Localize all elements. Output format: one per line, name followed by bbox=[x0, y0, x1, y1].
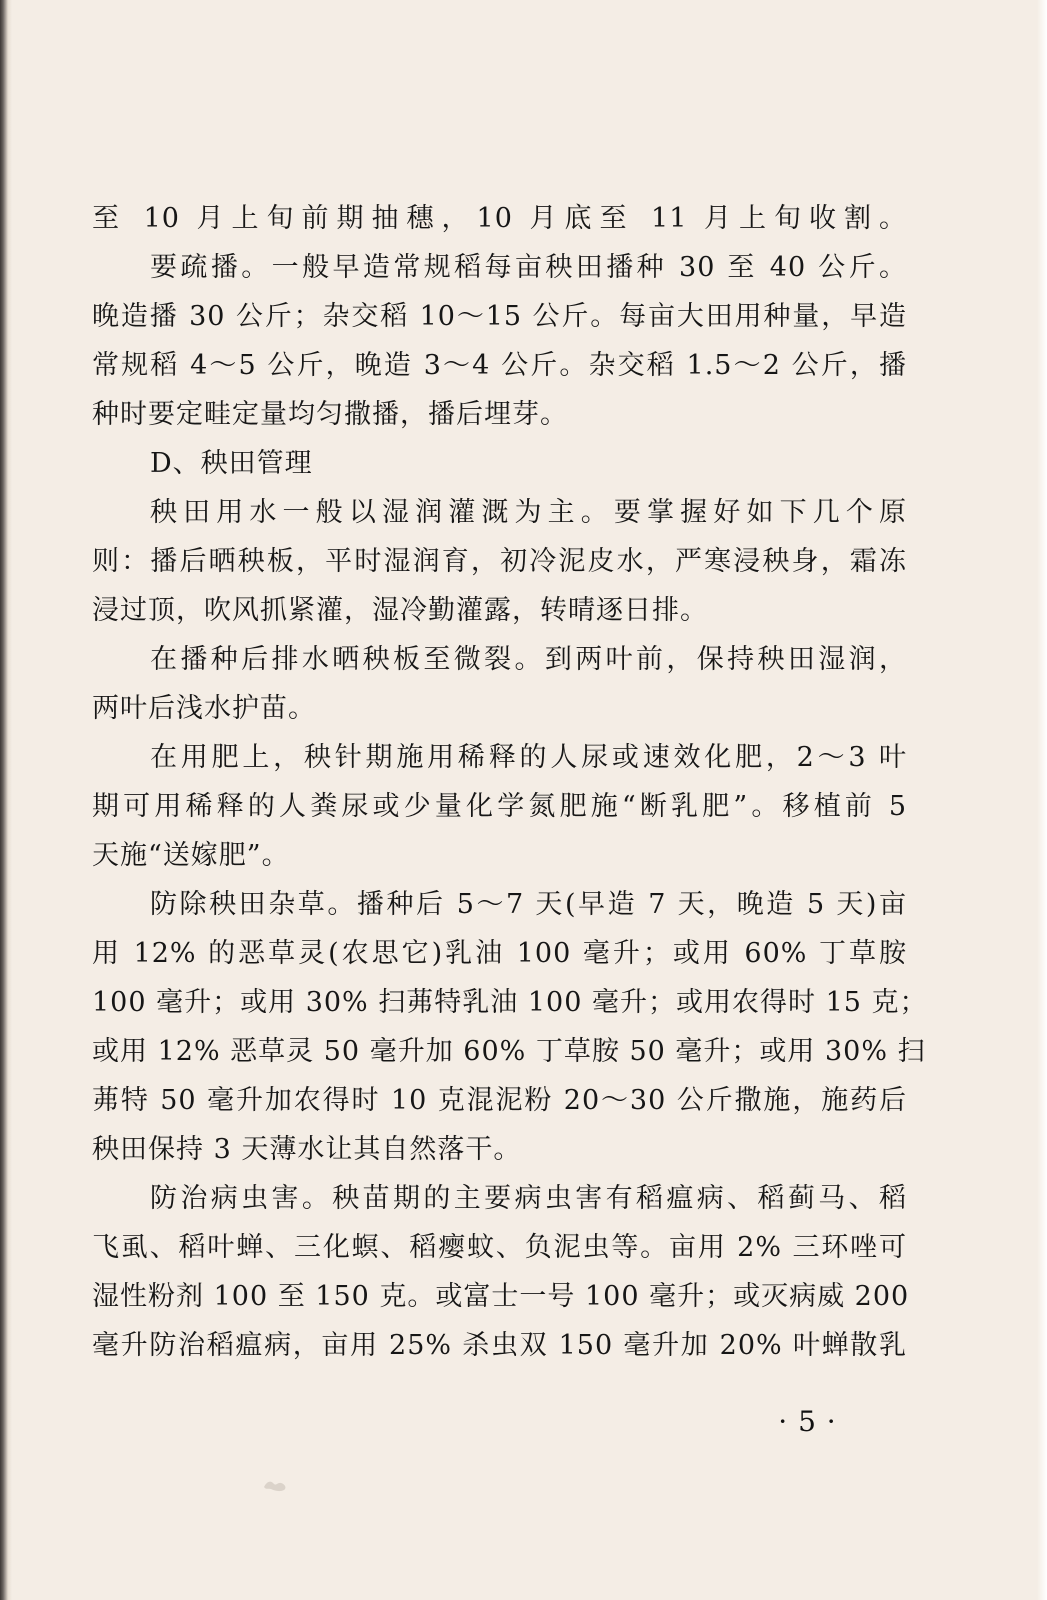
text-line: 常规稻 4～5 公斤，晚造 3～4 公斤。杂交稻 1.5～2 公斤，播 bbox=[92, 350, 907, 381]
right-page-edge bbox=[1037, 0, 1047, 1600]
text-line: 用 12% 的恶草灵(农思它)乳油 100 毫升；或用 60% 丁草胺 bbox=[92, 938, 907, 969]
text-line: 天施“送嫁肥”。 bbox=[92, 840, 290, 871]
text-line: 茀特 50 毫升加农得时 10 克混泥粉 20～30 公斤撒施，施药后 bbox=[92, 1085, 907, 1116]
text-line: 毫升防治稻瘟病，亩用 25% 杀虫双 150 毫升加 20% 叶蝉散乳 bbox=[92, 1330, 907, 1361]
text-line: 期可用稀释的人粪尿或少量化学氮肥施“断乳肥”。移植前 5 bbox=[92, 791, 907, 822]
text-line: 湿性粉剂 100 至 150 克。或富士一号 100 毫升；或灭病威 200 bbox=[92, 1281, 910, 1312]
text-line: 要疏播。一般早造常规稻每亩秧田播种 30 至 40 公斤。 bbox=[150, 252, 907, 283]
left-page-edge bbox=[0, 0, 12, 1600]
text-line: 两叶后浅水护苗。 bbox=[92, 693, 316, 724]
ink-stain-icon bbox=[262, 1476, 290, 1494]
text-line: 秧田保持 3 天薄水让其自然落干。 bbox=[92, 1134, 522, 1165]
text-line: 防治病虫害。秧苗期的主要病虫害有稻瘟病、稻蓟马、稻 bbox=[150, 1183, 907, 1214]
text-line: 在播种后排水晒秧板至微裂。到两叶前，保持秧田湿润， bbox=[150, 644, 907, 675]
text-line: 在用肥上，秧针期施用稀释的人尿或速效化肥，2～3 叶 bbox=[150, 742, 907, 773]
text-line: 种时要定畦定量均匀撒播，播后埋芽。 bbox=[92, 399, 568, 430]
text-line: 秧田用水一般以湿润灌溉为主。要掌握好如下几个原 bbox=[150, 497, 907, 528]
text-line: 则：播后晒秧板，平时湿润育，初冷泥皮水，严寒浸秧身，霜冻 bbox=[92, 546, 907, 577]
page-number: · 5 · bbox=[778, 1405, 837, 1438]
section-heading: D、秧田管理 bbox=[150, 448, 313, 479]
text-line: 至 10 月上旬前期抽穗，10 月底至 11 月上旬收割。 bbox=[92, 203, 907, 234]
text-line: 100 毫升；或用 30% 扫茀特乳油 100 毫升；或用农得时 15 克； bbox=[92, 987, 928, 1018]
text-line: 或用 12% 恶草灵 50 毫升加 60% 丁草胺 50 毫升；或用 30% 扫 bbox=[92, 1036, 926, 1067]
text-line: 浸过顶，吹风抓紧灌，湿冷勤灌露，转晴逐日排。 bbox=[92, 595, 708, 626]
text-line: 防除秧田杂草。播种后 5～7 天(早造 7 天，晚造 5 天)亩 bbox=[150, 889, 907, 920]
text-line: 晚造播 30 公斤；杂交稻 10～15 公斤。每亩大田用种量，早造 bbox=[92, 301, 907, 332]
body-text bbox=[92, 194, 928, 1370]
text-line: 飞虱、稻叶蝉、三化螟、稻瘿蚊、负泥虫等。亩用 2% 三环唑可 bbox=[92, 1232, 907, 1263]
